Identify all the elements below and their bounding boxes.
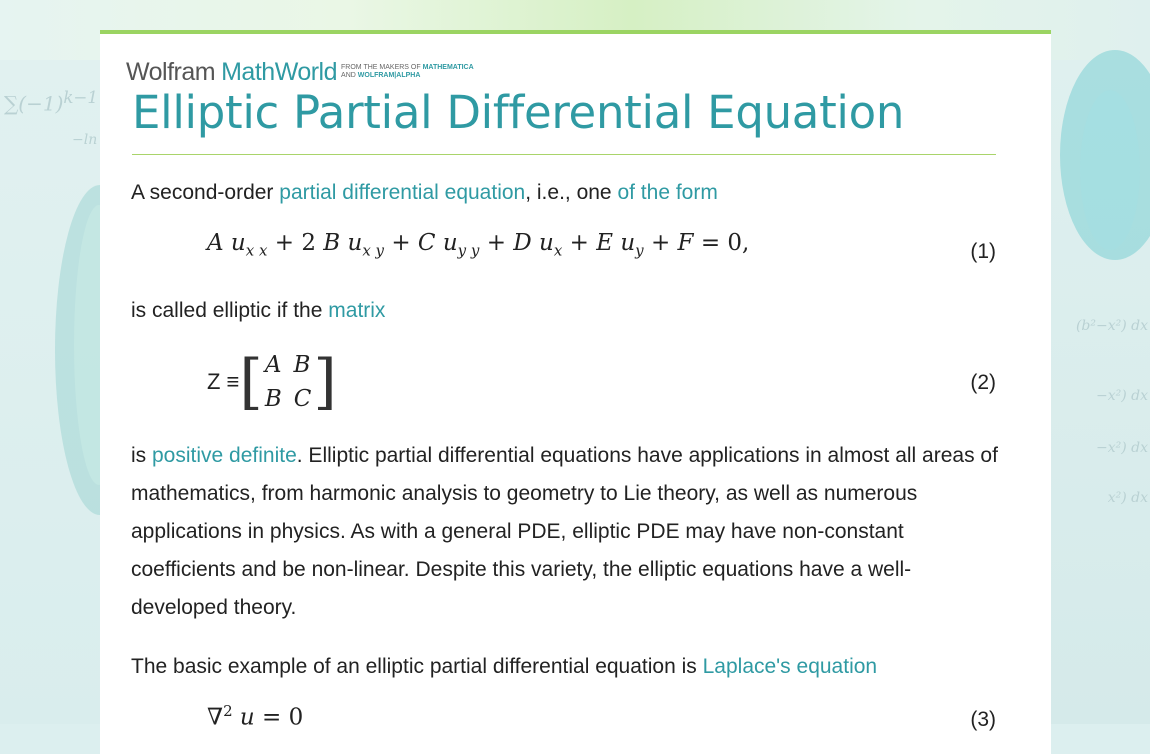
equation-2-label: Z ≡ <box>207 369 240 394</box>
matrix-right-bracket: ] <box>313 347 337 417</box>
paragraph-description <box>131 437 1001 627</box>
paragraph-elliptic-condition <box>131 292 1001 330</box>
matrix-left-bracket: [ <box>239 347 263 417</box>
paragraph-text: is called elliptic if the <box>131 299 329 322</box>
equation-2-number: (2) <box>970 371 996 394</box>
link-matrix[interactable]: matrix <box>328 299 386 322</box>
equation-3: ∇$^2$ u = 0 <box>207 702 304 731</box>
equation-3-number: (3) <box>970 708 996 731</box>
background-formula: −x²) dx <box>1095 388 1148 404</box>
logo-tagline <box>341 64 474 80</box>
paragraph-text: . Elliptic partial differential equations have applications in almost all areas of mathematics, from harmonic analysis to geometry to Lie theory, as well as numerous applications in physics. As with a general PDE, elliptic PDE may have non-constant coefficients and be non-linear. Despite this variety, the elliptic equations have a well-developed theory. <box>131 444 998 619</box>
title-divider <box>132 154 996 155</box>
tagline-line1-prefix: FROM THE MAKERS OF <box>341 64 421 71</box>
logo-wolfram-text: Wolfram <box>126 58 216 86</box>
background-formula: $\sum(-1)^{k-1}$ <box>4 88 99 116</box>
background-formula: −x²) dx <box>1095 440 1148 456</box>
matrix-entries: A B B C <box>264 352 312 412</box>
paragraph-laplace <box>131 648 1001 686</box>
equation-1: A $u_{x x} + 2$ B $u_{x y} + C$ $u_{y y} + D$ $u_x + E$ $u_y + F = 0$, <box>207 230 750 260</box>
page-title: Elliptic Partial Differential Equation <box>132 86 905 139</box>
tagline-line2-prefix: AND <box>341 72 356 79</box>
background-decoration <box>1080 90 1140 250</box>
article-card <box>100 30 1051 754</box>
equation-1-number: (1) <box>970 240 996 263</box>
paragraph-text: A second-order <box>131 181 280 204</box>
link-positive-definite[interactable]: positive definite <box>152 444 297 467</box>
paragraph-text: The basic example of an elliptic partial differential equation is <box>131 655 703 678</box>
link-of-the-form[interactable]: of the form <box>617 181 718 204</box>
background-formula: −ln <box>72 132 98 148</box>
background-formula: (b²−x²) dx <box>1075 318 1148 334</box>
tagline-line2-brand: WOLFRAM|ALPHA <box>357 72 421 79</box>
paragraph-text: , i.e., one <box>525 181 618 204</box>
link-partial-differential-equation[interactable]: partial differential equation <box>279 181 526 204</box>
paragraph-intro <box>131 174 1001 212</box>
logo-mathworld-text: MathWorld <box>221 58 338 86</box>
mathworld-logo[interactable] <box>126 58 474 88</box>
equation-2 <box>207 348 337 416</box>
tagline-line1-brand: MATHEMATICA <box>422 64 474 71</box>
background-formula: x²) dx <box>1107 490 1148 506</box>
link-laplaces-equation[interactable]: Laplace's equation <box>702 655 878 678</box>
paragraph-text: is <box>131 444 152 467</box>
